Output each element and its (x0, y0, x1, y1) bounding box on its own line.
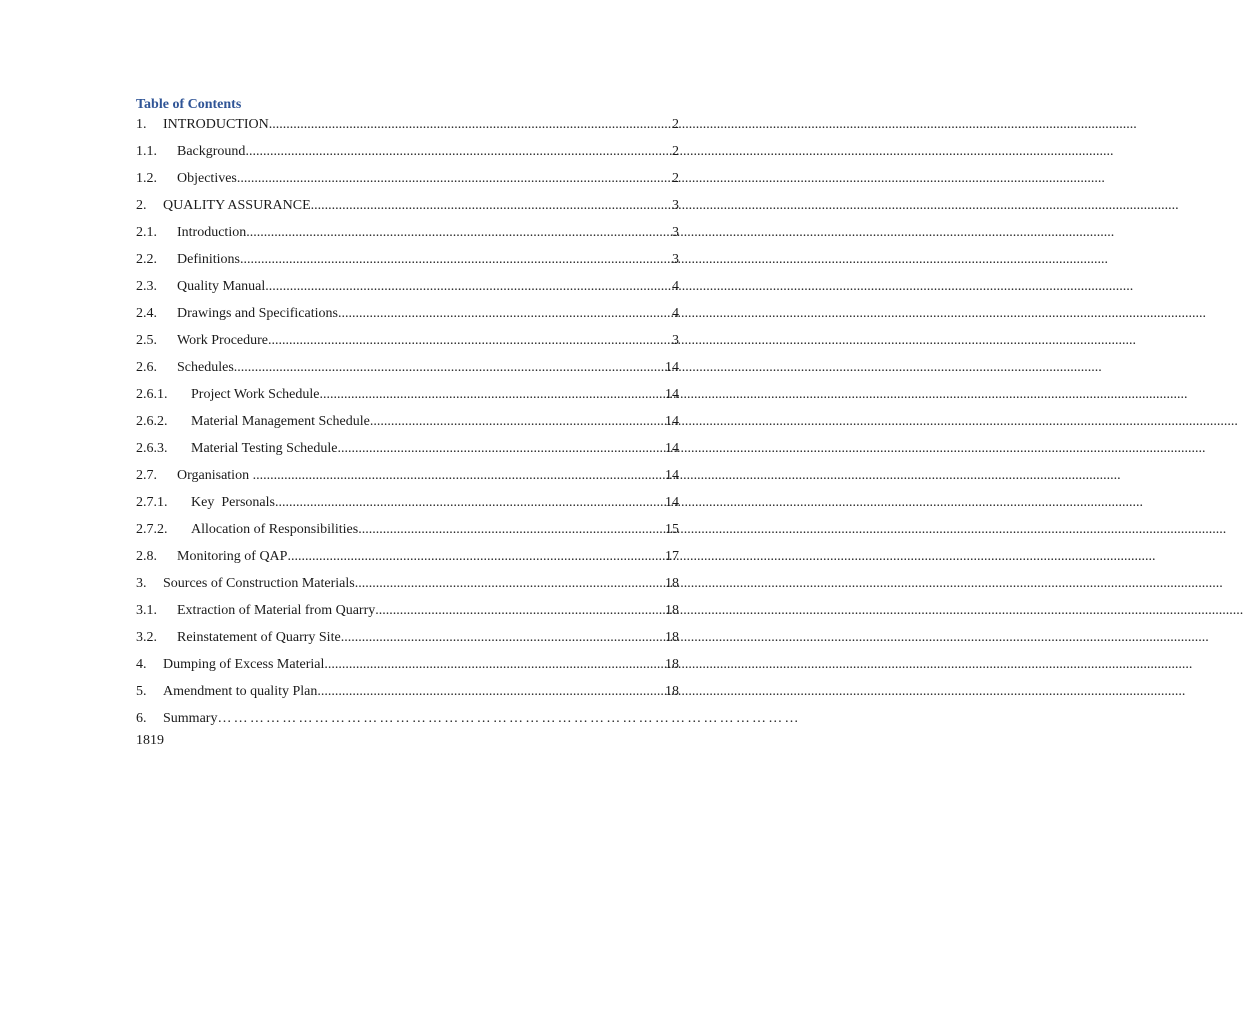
toc-leader-dots: ……………………………………………………………………………………………… (217, 711, 801, 726)
toc-entry[interactable] (136, 332, 679, 359)
toc-entry-number: 2.7.2. (136, 522, 168, 537)
toc-entry-number: 2.4. (136, 306, 157, 321)
toc-entry-page-number: 2 (672, 144, 679, 159)
toc-leader-dots (269, 116, 672, 133)
toc-entry-number: 2.2. (136, 252, 157, 267)
toc-entry[interactable] (136, 521, 679, 548)
toc-entry-page-number: 4 (672, 279, 679, 294)
toc-entry-number: 2.6.2. (136, 414, 168, 429)
toc-entry-label: QUALITY ASSURANCE (163, 198, 311, 213)
toc-leader-dots (370, 413, 665, 430)
toc-entry-number: 2.1. (136, 225, 157, 240)
toc-leader-dots (287, 548, 665, 565)
toc-entry-label: Introduction (177, 225, 247, 240)
toc-entry-summary[interactable] (136, 710, 801, 749)
toc-entry-number: 4. (136, 657, 147, 672)
toc-entry-label: Work Procedure (177, 333, 269, 348)
toc-entry-page-number: 14 (665, 387, 679, 402)
toc-leader-dots (375, 602, 665, 619)
toc-entry[interactable] (136, 602, 679, 629)
toc-leader-dots (275, 494, 665, 511)
toc-entry-page-number: 14 (665, 468, 679, 483)
toc-entry[interactable] (136, 170, 679, 197)
toc-list (136, 116, 679, 710)
toc-entry-label: Material Management Schedule (191, 414, 370, 429)
toc-entry-label: Definitions (177, 252, 240, 267)
toc-entry-label: INTRODUCTION (163, 117, 269, 132)
toc-entry-page-number: 2 (672, 171, 679, 186)
toc-leader-dots (268, 332, 672, 349)
toc-entry-label: Project Work Schedule (191, 387, 320, 402)
toc-entry-label: Allocation of Responsibilities (191, 522, 359, 537)
toc-heading: Table of Contents (136, 97, 242, 112)
toc-entry-page-number: 3 (672, 198, 679, 213)
toc-entry[interactable] (136, 467, 679, 494)
toc-entry-label: Quality Manual (177, 279, 266, 294)
toc-entry-number: 3. (136, 576, 147, 591)
toc-entry-label: Amendment to quality Plan (163, 684, 318, 699)
toc-entry-number: 2.6. (136, 360, 157, 375)
toc-entry-number: 2.6.3. (136, 441, 168, 456)
toc-leader-dots (245, 143, 672, 160)
toc-entry-number: 3.1. (136, 603, 157, 618)
toc-entry[interactable] (136, 305, 679, 332)
toc-entry-number: 2.3. (136, 279, 157, 294)
toc-entry-page-number: 18 (665, 657, 679, 672)
toc-entry-label: Objectives (177, 171, 237, 186)
toc-leader-dots (358, 521, 665, 538)
toc-entry[interactable] (136, 359, 679, 386)
toc-entry-label: Dumping of Excess Material (163, 657, 325, 672)
toc-entry[interactable] (136, 116, 679, 143)
toc-entry[interactable] (136, 143, 679, 170)
toc-entry[interactable] (136, 575, 679, 602)
toc-entry-number: 2. (136, 198, 147, 213)
toc-entry-number: 1.2. (136, 171, 157, 186)
toc-entry-number: 1.1. (136, 144, 157, 159)
toc-entry-number: 2.5. (136, 333, 157, 348)
toc-entry[interactable] (136, 494, 679, 521)
toc-entry[interactable] (136, 386, 679, 413)
table-of-contents (136, 96, 801, 749)
toc-entry-page-number: 2 (672, 117, 679, 132)
toc-leader-dots (234, 359, 665, 376)
summary-line (136, 710, 801, 727)
toc-entry[interactable] (136, 548, 679, 575)
toc-leader-dots (265, 278, 672, 295)
toc-leader-dots (355, 575, 665, 592)
toc-entry-page-number: 3 (672, 252, 679, 267)
toc-leader-dots (246, 224, 672, 241)
toc-leader-dots (253, 467, 665, 484)
toc-entry-number: 2.8. (136, 549, 157, 564)
toc-entry-page-number: 4 (672, 306, 679, 321)
toc-entry-page-number: 18 (665, 630, 679, 645)
toc-leader-dots (311, 197, 672, 214)
toc-entry-label: Reinstatement of Quarry Site (177, 630, 341, 645)
toc-entry-page-number: 18 (665, 603, 679, 618)
toc-entry[interactable] (136, 683, 679, 710)
toc-leader-dots (338, 305, 672, 322)
toc-entry-label: Summary (163, 711, 218, 726)
toc-entry-number: 2.7. (136, 468, 157, 483)
toc-leader-dots (319, 386, 665, 403)
toc-entry-label: Monitoring of QAP (177, 549, 288, 564)
toc-entry-label: Key Personals (191, 495, 275, 510)
toc-entry-number: 1. (136, 117, 147, 132)
toc-entry[interactable] (136, 251, 679, 278)
toc-entry-label: Drawings and Specifications (177, 306, 338, 321)
toc-entry[interactable] (136, 413, 679, 440)
toc-entry-number: 6. (136, 711, 147, 726)
toc-entry-label: Background (177, 144, 246, 159)
toc-entry[interactable] (136, 629, 679, 656)
toc-leader-dots (338, 440, 665, 457)
toc-leader-dots (324, 656, 665, 673)
toc-entry-page-number: 15 (665, 522, 679, 537)
toc-entry-page-number: 17 (665, 549, 679, 564)
toc-entry-number: 3.2. (136, 630, 157, 645)
toc-entry-page-number: 3 (672, 333, 679, 348)
toc-entry-number: 5. (136, 684, 147, 699)
toc-leader-dots (317, 683, 665, 700)
toc-entry[interactable] (136, 197, 679, 224)
toc-entry[interactable] (136, 224, 679, 251)
toc-entry-number: 2.6.1. (136, 387, 168, 402)
toc-entry-page-number: 14 (665, 414, 679, 429)
toc-entry-page-number: 18 (665, 684, 679, 699)
toc-entry-page-number: 14 (665, 360, 679, 375)
toc-leader-dots (237, 170, 672, 187)
toc-entry-label: Organisation (177, 468, 253, 483)
toc-entry-page-number: 1819 (136, 733, 164, 748)
toc-entry-number: 2.7.1. (136, 495, 168, 510)
toc-entry-page-number: 3 (672, 225, 679, 240)
toc-leader-dots (240, 251, 672, 268)
toc-entry-page-number: 14 (665, 441, 679, 456)
toc-entry-label: Sources of Construction Materials (163, 576, 355, 591)
toc-leader-dots (341, 629, 665, 646)
toc-entry-label: Schedules (177, 360, 234, 375)
toc-entry[interactable] (136, 440, 679, 467)
toc-entry-page-number: 14 (665, 495, 679, 510)
toc-entry[interactable] (136, 656, 679, 683)
toc-entry-label: Material Testing Schedule (191, 441, 338, 456)
toc-entry-label: Extraction of Material from Quarry (177, 603, 376, 618)
toc-entry-page-number: 18 (665, 576, 679, 591)
toc-entry[interactable] (136, 278, 679, 305)
